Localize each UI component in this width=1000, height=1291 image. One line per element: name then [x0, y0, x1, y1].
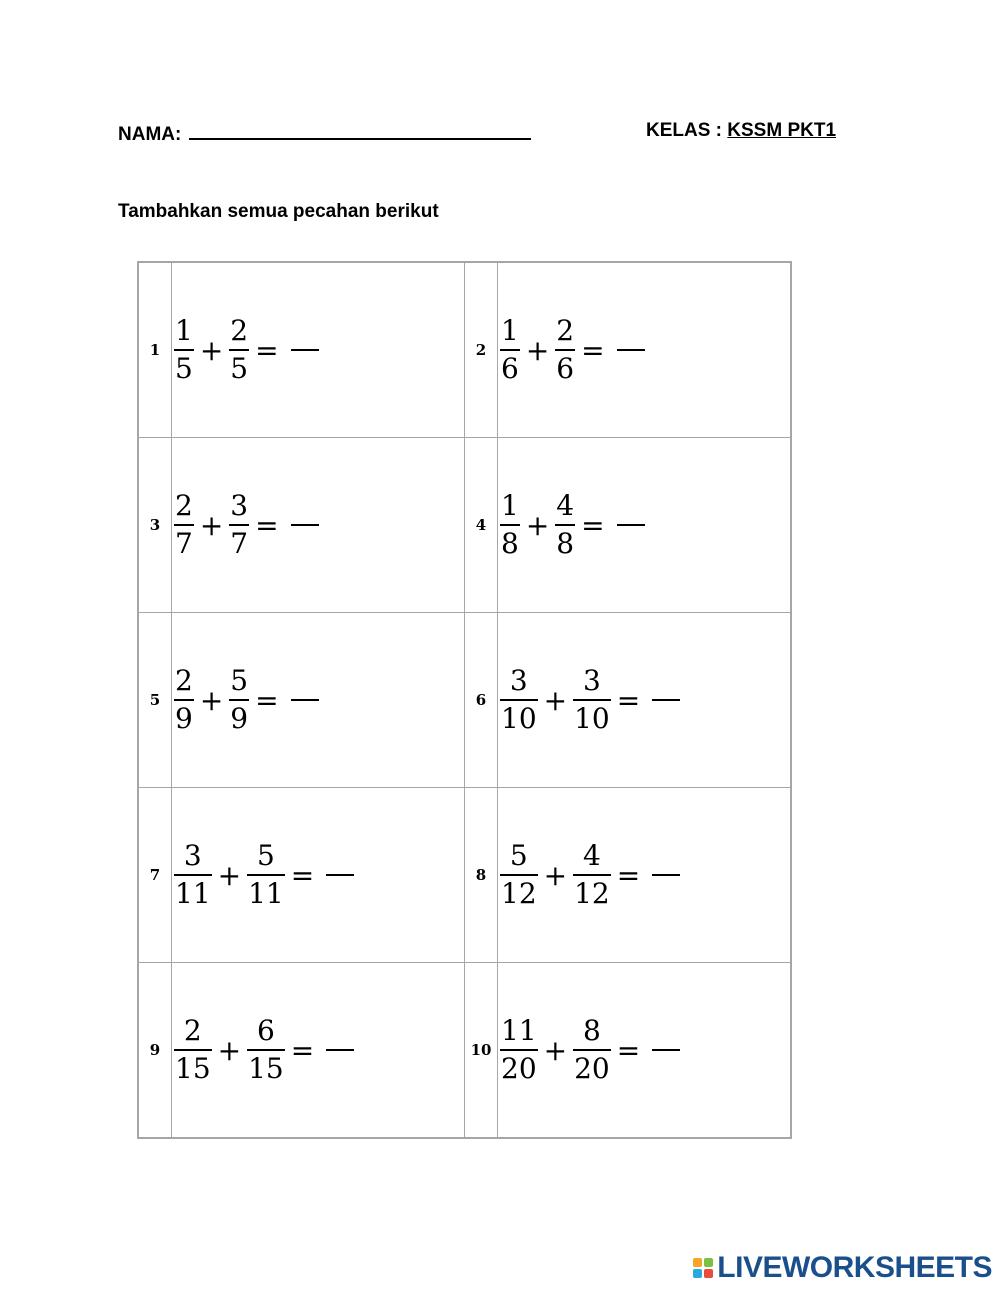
numerator: 11 — [501, 1013, 537, 1047]
fraction-bar — [573, 699, 611, 701]
fraction-bar — [174, 699, 194, 701]
first-fraction — [500, 665, 538, 735]
logo-square — [704, 1258, 713, 1267]
logo-text: LIVEWORKSHEETS — [717, 1251, 992, 1284]
answer-blank[interactable] — [291, 699, 319, 701]
fraction-bar — [174, 349, 194, 351]
numerator: 3 — [230, 488, 249, 522]
table-row — [138, 788, 791, 963]
answer-blank[interactable] — [291, 349, 319, 351]
answer-blank[interactable] — [652, 1049, 680, 1051]
plus-sign: + — [217, 858, 242, 892]
question-number: 5 — [138, 613, 172, 788]
denominator: 20 — [574, 1052, 610, 1085]
question-number: 1 — [138, 262, 172, 438]
second-fraction — [573, 1015, 611, 1085]
numerator: 3 — [509, 663, 528, 697]
first-fraction — [500, 490, 520, 560]
kelas-value: KSSM PKT1 — [727, 120, 837, 141]
answer-blank[interactable] — [652, 699, 680, 701]
numerator: 4 — [583, 838, 601, 872]
fraction-bar — [247, 1049, 285, 1051]
second-fraction — [573, 840, 611, 910]
first-fraction — [174, 1015, 212, 1085]
fraction-bar — [573, 874, 611, 876]
second-fraction — [247, 1015, 285, 1085]
second-fraction — [555, 490, 575, 560]
denominator: 12 — [501, 877, 537, 910]
equals-sign: = — [255, 508, 279, 542]
header — [118, 120, 858, 150]
answer-blank[interactable] — [617, 349, 645, 351]
first-fraction — [174, 315, 194, 385]
question-number: 4 — [465, 438, 498, 613]
numerator: 3 — [183, 838, 202, 872]
liveworksheets-logo — [693, 1251, 992, 1285]
question-number: 9 — [138, 963, 172, 1139]
fraction-bar — [500, 699, 538, 701]
numerator: 1 — [501, 488, 519, 522]
fraction-equation — [498, 840, 790, 910]
equals-sign: = — [290, 858, 315, 892]
first-fraction — [174, 665, 194, 735]
question-number: 10 — [465, 963, 498, 1139]
denominator: 15 — [248, 1052, 284, 1085]
equals-sign: = — [616, 1033, 641, 1067]
denominator: 15 — [175, 1052, 211, 1085]
answer-blank[interactable] — [291, 524, 319, 526]
denominator: 5 — [175, 352, 193, 385]
answer-blank[interactable] — [326, 1049, 354, 1051]
question-number: 7 — [138, 788, 172, 963]
kelas-label: KELAS : — [646, 120, 722, 141]
table-row — [138, 963, 791, 1139]
fraction-bar — [500, 349, 520, 351]
denominator: 8 — [501, 527, 519, 560]
denominator: 11 — [175, 877, 211, 910]
plus-sign: + — [543, 1033, 568, 1067]
numerator: 2 — [230, 313, 249, 347]
fraction-equation — [172, 840, 464, 910]
question-cell — [172, 963, 465, 1139]
numerator: 5 — [509, 838, 528, 872]
denominator: 7 — [230, 527, 249, 560]
fraction-equation — [172, 1015, 464, 1085]
nama-field — [118, 120, 531, 146]
denominator: 10 — [574, 702, 610, 735]
numerator: 4 — [556, 488, 575, 522]
first-fraction — [500, 315, 520, 385]
equals-sign: = — [255, 333, 279, 367]
denominator: 8 — [556, 527, 575, 560]
second-fraction — [247, 840, 285, 910]
plus-sign: + — [543, 683, 568, 717]
first-fraction — [500, 1015, 538, 1085]
question-cell — [498, 963, 792, 1139]
fraction-bar — [500, 874, 538, 876]
question-cell — [498, 788, 792, 963]
numerator: 1 — [501, 313, 519, 347]
fraction-bar — [174, 874, 212, 876]
numerator: 6 — [257, 1013, 275, 1047]
plus-sign: + — [199, 683, 224, 717]
numerator: 5 — [230, 663, 249, 697]
fraction-equation — [498, 315, 790, 385]
answer-blank[interactable] — [652, 874, 680, 876]
question-cell — [172, 438, 465, 613]
fraction-equation — [172, 315, 464, 385]
equals-sign: = — [616, 683, 641, 717]
plus-sign: + — [199, 333, 224, 367]
second-fraction — [555, 315, 575, 385]
second-fraction — [573, 665, 611, 735]
fraction-bar — [174, 1049, 212, 1051]
equals-sign: = — [255, 683, 279, 717]
denominator: 12 — [574, 877, 610, 910]
denominator: 6 — [501, 352, 519, 385]
denominator: 11 — [248, 877, 284, 910]
fraction-equation — [172, 665, 464, 735]
numerator: 2 — [556, 313, 575, 347]
fraction-equation — [498, 490, 790, 560]
denominator: 5 — [230, 352, 249, 385]
denominator: 20 — [501, 1052, 537, 1085]
numerator: 2 — [183, 1013, 202, 1047]
questions-table — [137, 261, 792, 1139]
equals-sign: = — [290, 1033, 315, 1067]
equals-sign: = — [581, 333, 605, 367]
answer-blank[interactable] — [326, 874, 354, 876]
instruction-text: Tambahkan semua pecahan berikut — [118, 201, 439, 222]
question-cell — [172, 262, 465, 438]
numerator: 8 — [583, 1013, 601, 1047]
first-fraction — [500, 840, 538, 910]
logo-square — [704, 1269, 713, 1278]
table-row — [138, 262, 791, 438]
denominator: 7 — [175, 527, 193, 560]
denominator: 9 — [230, 702, 249, 735]
question-number: 8 — [465, 788, 498, 963]
fraction-bar — [500, 524, 520, 526]
fraction-bar — [229, 349, 249, 351]
fraction-bar — [555, 349, 575, 351]
numerator: 2 — [175, 663, 193, 697]
plus-sign: + — [525, 508, 550, 542]
numerator: 5 — [257, 838, 275, 872]
logo-square — [693, 1269, 702, 1278]
denominator: 9 — [175, 702, 193, 735]
equals-sign: = — [616, 858, 641, 892]
denominator: 10 — [501, 702, 537, 735]
plus-sign: + — [525, 333, 550, 367]
question-number: 6 — [465, 613, 498, 788]
second-fraction — [229, 490, 249, 560]
question-number: 3 — [138, 438, 172, 613]
fraction-equation — [498, 1015, 790, 1085]
plus-sign: + — [543, 858, 568, 892]
numerator: 3 — [583, 663, 601, 697]
fraction-bar — [555, 524, 575, 526]
numerator: 2 — [175, 488, 193, 522]
table-row — [138, 438, 791, 613]
question-cell — [172, 613, 465, 788]
fraction-bar — [229, 524, 249, 526]
question-cell — [498, 262, 792, 438]
second-fraction — [229, 665, 249, 735]
question-cell — [498, 613, 792, 788]
liveworksheets-logo-icon — [693, 1258, 713, 1278]
numerator: 1 — [175, 313, 193, 347]
plus-sign: + — [199, 508, 224, 542]
fraction-bar — [500, 1049, 538, 1051]
fraction-equation — [498, 665, 790, 735]
nama-blank-line[interactable] — [189, 120, 531, 140]
fraction-bar — [174, 524, 194, 526]
question-cell — [172, 788, 465, 963]
answer-blank[interactable] — [617, 524, 645, 526]
first-fraction — [174, 490, 194, 560]
plus-sign: + — [217, 1033, 242, 1067]
table-row — [138, 613, 791, 788]
fraction-bar — [229, 699, 249, 701]
nama-label: NAMA: — [118, 124, 182, 145]
second-fraction — [229, 315, 249, 385]
equals-sign: = — [581, 508, 605, 542]
logo-square — [693, 1258, 702, 1267]
question-cell — [498, 438, 792, 613]
fraction-bar — [247, 874, 285, 876]
fraction-bar — [573, 1049, 611, 1051]
question-number: 2 — [465, 262, 498, 438]
first-fraction — [174, 840, 212, 910]
denominator: 6 — [556, 352, 575, 385]
fraction-equation — [172, 490, 464, 560]
kelas-field — [646, 120, 836, 142]
